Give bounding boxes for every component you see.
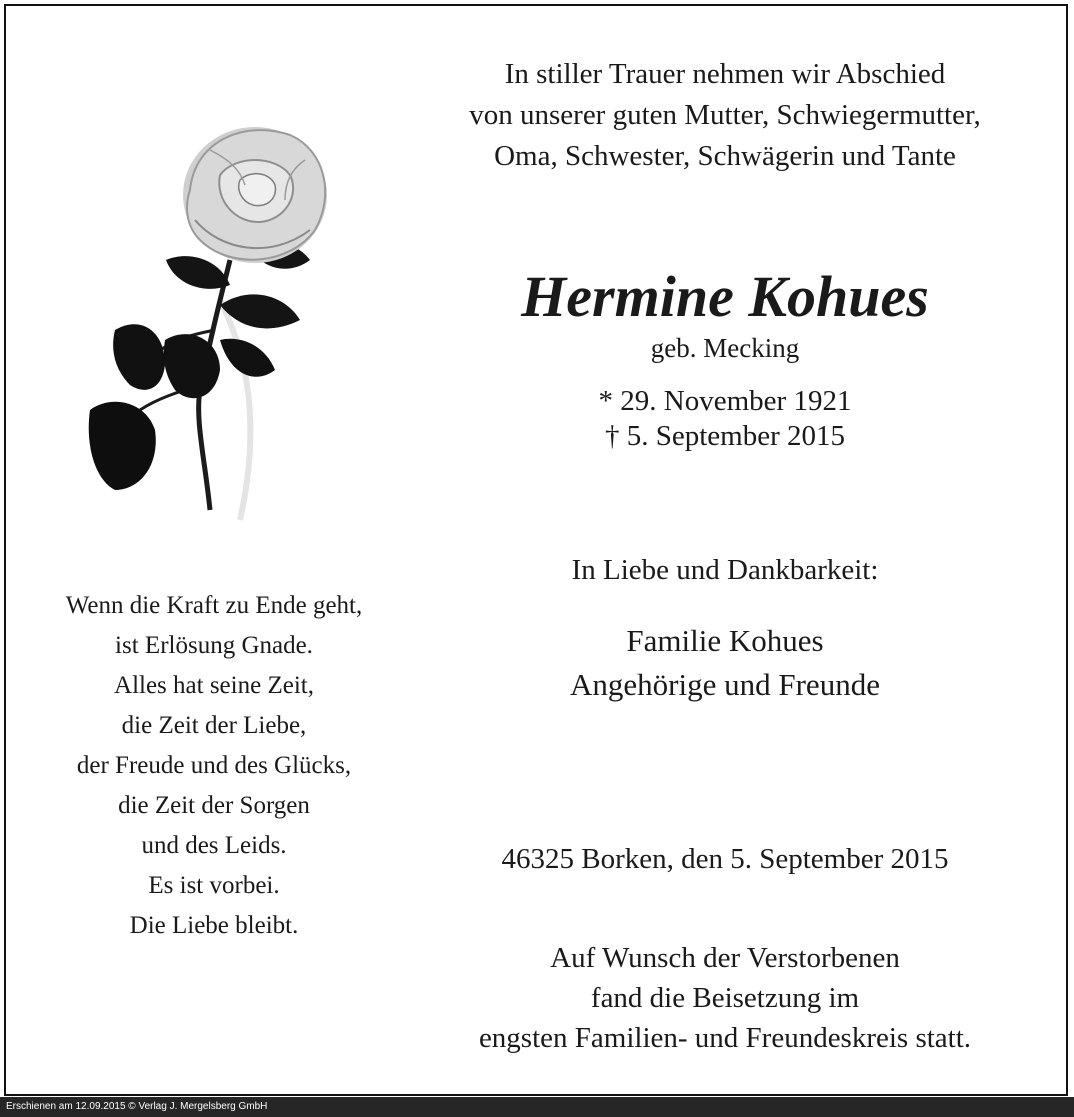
intro-text	[420, 54, 1030, 177]
mourners-intro: In Liebe und Dankbarkeit:	[571, 554, 879, 586]
mourners-list	[420, 619, 1030, 707]
death-date: † 5. September 2015	[604, 420, 845, 452]
poem-line: die Zeit der Sorgen	[118, 792, 310, 819]
intro-line: In stiller Trauer nehmen wir Abschied	[504, 58, 946, 90]
poem-line: Wenn die Kraft zu Ende geht,	[65, 592, 363, 619]
life-dates	[420, 384, 1030, 454]
closing-line: fand die Beisetzung im	[590, 982, 860, 1014]
publication-footer: Erschienen am 12.09.2015 © Verlag J. Mergelsberg GmbH	[0, 1097, 1074, 1117]
rose-icon	[70, 100, 370, 540]
intro-line: von unserer guten Mutter, Schwiegermutter,	[469, 99, 981, 131]
family-name: Familie Kohues	[626, 623, 824, 658]
place-date: 46325 Borken, den 5. September 2015	[501, 843, 949, 875]
deceased-name: Hermine Kohues	[521, 264, 929, 329]
poem-line: der Freude und des Glücks,	[76, 752, 352, 779]
relatives: Angehörige und Freunde	[570, 667, 880, 702]
poem-line: ist Erlösung Gnade.	[115, 632, 313, 659]
poem-line: die Zeit der Liebe,	[121, 712, 307, 739]
closing-line: engsten Familien- und Freundeskreis statt.	[478, 1022, 972, 1054]
closing-text	[420, 938, 1030, 1058]
closing-line: Auf Wunsch der Verstorbenen	[550, 942, 900, 974]
poem-line: und des Leids.	[141, 832, 287, 859]
intro-line: Oma, Schwester, Schwägerin und Tante	[494, 140, 956, 172]
poem	[14, 586, 414, 946]
poem-line: Alles hat seine Zeit,	[114, 672, 314, 699]
maiden-name: geb. Mecking	[650, 333, 800, 363]
poem-line: Es ist vorbei.	[148, 872, 280, 899]
birth-date: * 29. November 1921	[598, 385, 852, 417]
poem-line: Die Liebe bleibt.	[129, 912, 299, 939]
